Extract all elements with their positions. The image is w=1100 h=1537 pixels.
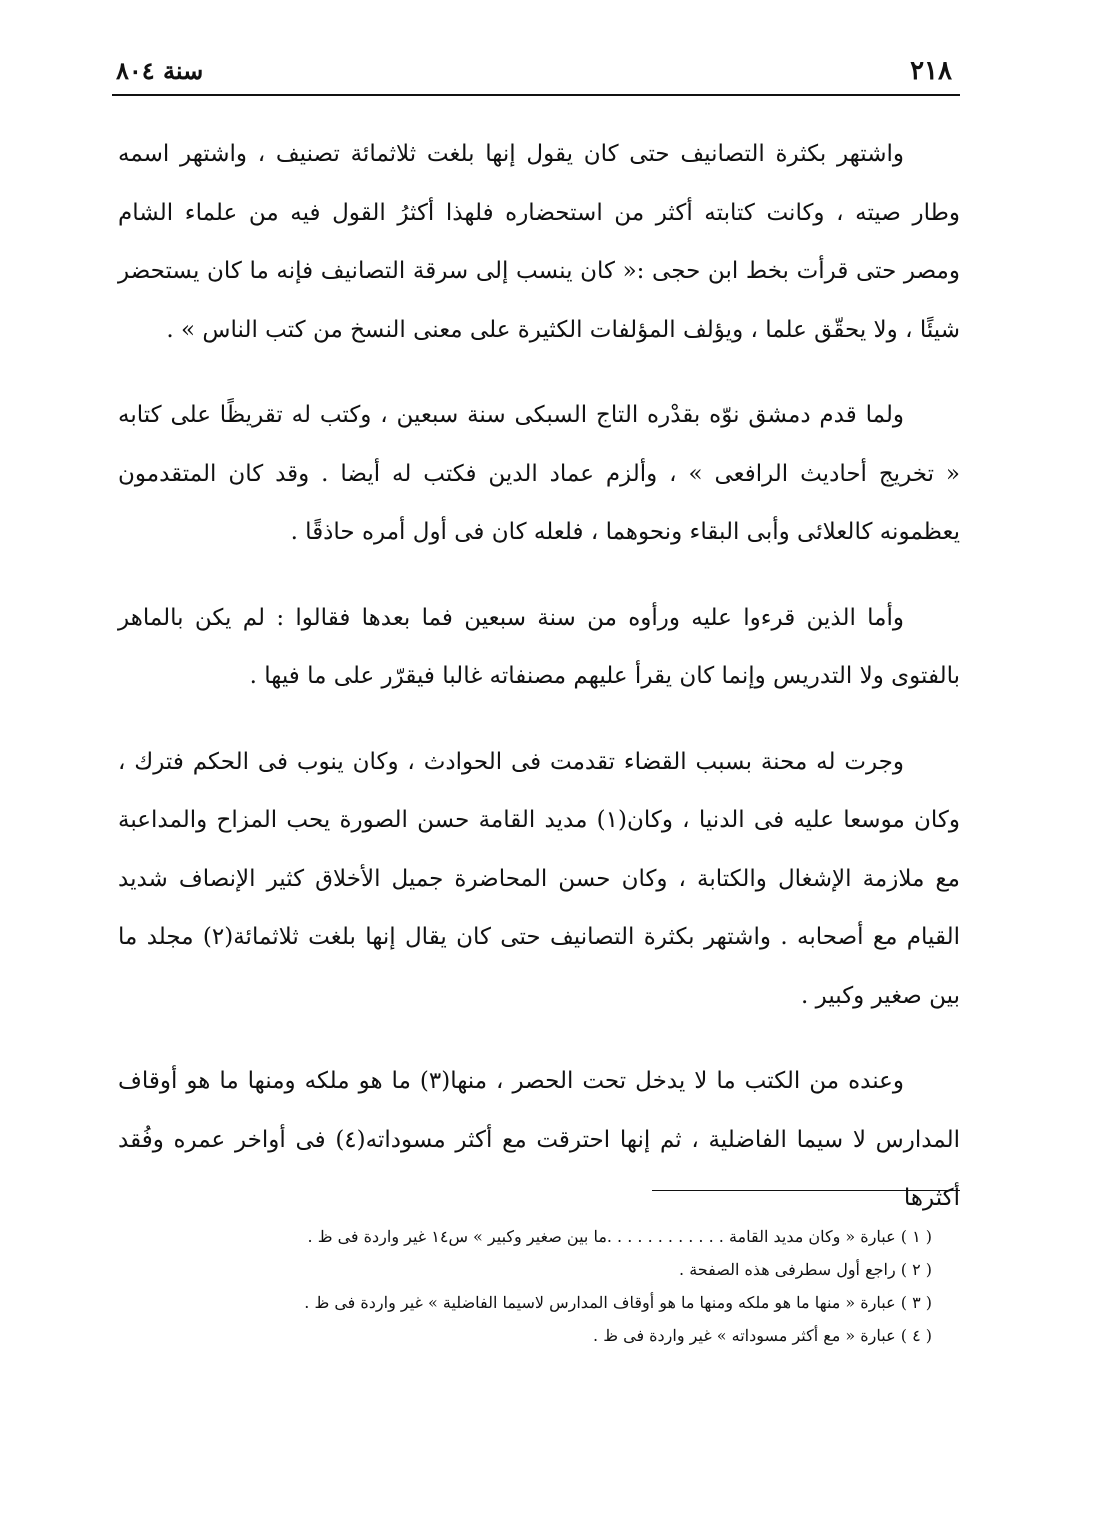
- paragraph: وعنده من الكتب ما لا يدخل تحت الحصر ، منها(٣) ما هو ملكه ومنها ما هو أوقاف المدارس لا سيما الفاضلية ، ثم إنها احترقت مع أكثر مسوداته(٤) فى أواخر عمره وفُقد أكثرها: [118, 1068, 960, 1211]
- main-text: [118, 125, 960, 1255]
- footnote-rule: [652, 1190, 960, 1191]
- running-head-year: سنة ٨٠٤: [116, 56, 204, 85]
- paragraph: واشتهر بكثرة التصانيف حتى كان يقول إنها بلغت ثلاثمائة تصنيف ، واشتهر اسمه وطار صيته ، وكانت كتابته أكثر من استحضاره فلهذا أكثرُ القول فيه من علماء الشام ومصر حتى قرأت بخط ابن حجى :« كان ينسب إلى سرقة التصانيف فإنه ما كان يستحضر شيئًا ، ولا يحقّق علما ، ويؤلف المؤلفات الكثيرة على معنى النسخ من كتب الناس » .: [118, 141, 960, 343]
- paragraph: ولما قدم دمشق نوّه بقدْره التاج السبكى سنة سبعين ، وكتب له تقريظًا على كتابه « تخريج أحاديث الرافعى » ، وألزم عماد الدين فكتب له أيضا . وقد كان المتقدمون يعظمونه كالعلائى وأبى البقاء ونحوهما ، فلعله كان فى أول أمره حاذقًا .: [118, 402, 960, 545]
- paragraph: وجرت له محنة بسبب القضاء تقدمت فى الحوادث ، وكان ينوب فى الحكم فترك ، وكان موسعا عليه فى الدنيا ، وكان(١) مديد القامة حسن الصورة يحب المزاح والمداعبة مع ملازمة الإشغال والكتابة ، وكان حسن المحاضرة جميل الأخلاق كثير الإنصاف شديد القيام مع أصحابه . واشتهر بكثرة التصانيف حتى كان يقال إنها بلغت ثلاثمائة(٢) مجلد ما بين صغير وكبير .: [118, 748, 961, 1009]
- page-header: [112, 52, 960, 96]
- paragraph: وأما الذين قرءوا عليه ورأوه من سنة سبعين فما بعدها فقالوا : لم يكن بالماهر بالفتوى ولا التدريس وإنما كان يقرأ عليهم مصنفاته غالبا فيقرّر على ما فيها .: [118, 604, 960, 689]
- page-number: ٢١٨: [910, 56, 952, 86]
- footnote: ( ٣ ) عبارة « منها ما هو ملكه ومنها ما هو أوقاف المدارس لاسيما الفاضلية » غير واردة فى ظ .: [304, 1293, 932, 1312]
- footnote: ( ٤ ) عبارة « مع أكثر مسوداته » غير واردة فى ظ .: [593, 1326, 932, 1345]
- footnotes: [172, 1220, 932, 1352]
- footnote: ( ١ ) عبارة « وكان مديد القامة . . . . . . . . . . . .ما بين صغير وكبير » س١٤ غير واردة فى ظ .: [307, 1227, 932, 1246]
- footnote: ( ٢ ) راجع أول سطرفى هذه الصفحة .: [679, 1260, 932, 1279]
- header-rule: [112, 94, 960, 96]
